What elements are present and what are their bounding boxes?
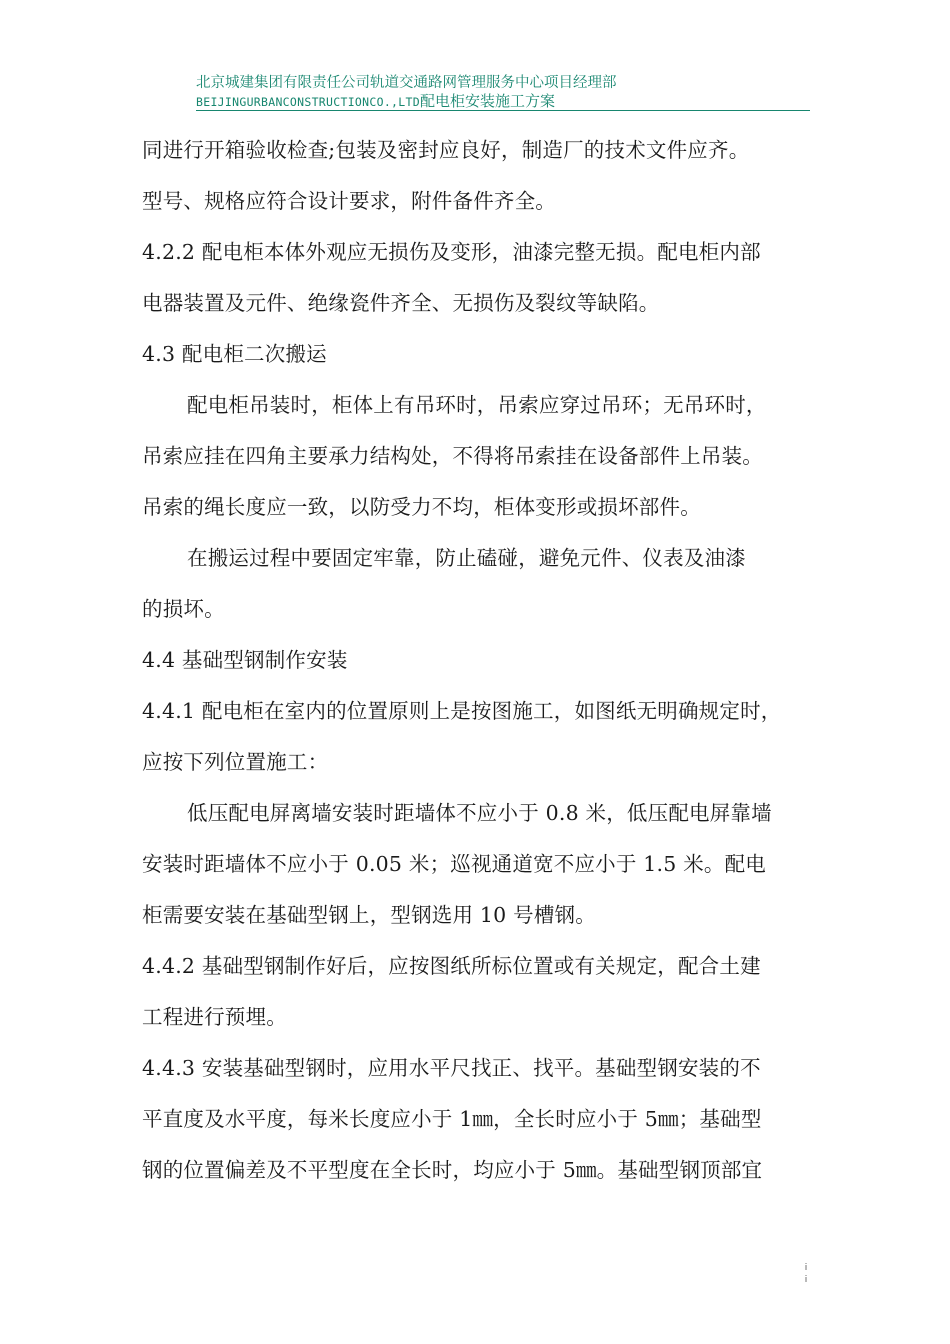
clause-4-4-3: 4.4.3 安装基础型钢时，应用水平尺找正、找平。基础型钢安装的不 (142, 1056, 761, 1080)
page-header (196, 74, 810, 112)
paragraph-line: 钢的位置偏差及不平型度在全长时，均应小于 5㎜。基础型钢顶部宜 (142, 1158, 763, 1182)
paragraph-line: 应按下列位置施工： (142, 750, 329, 774)
section-heading-4-4: 4.4 基础型钢制作安装 (142, 648, 348, 672)
header-title-row (196, 92, 810, 112)
paragraph-line: 吊索应挂在四角主要承力结构处，不得将吊索挂在设备部件上吊装。 (142, 444, 763, 468)
header-organization-cn: 北京城建集团有限责任公司轨道交通路网管理服务中心项目经理部 (196, 75, 617, 91)
clause-4-4-2: 4.4.2 基础型钢制作好后，应按图纸所标位置或有关规定，配合土建 (142, 954, 761, 978)
paragraph-line: 在搬运过程中要固定牢靠，防止磕碰，避免元件、仪表及油漆 (187, 546, 746, 570)
clause-4-4-1: 4.4.1 配电柜在室内的位置原则上是按图施工，如图纸无明确规定时， (142, 699, 782, 723)
header-document-title: 配电柜安装施工方案 (419, 92, 555, 110)
paragraph-line: 低压配电屏离墙安装时距墙体不应小于 0.8 米，低压配电屏靠墙 (187, 801, 772, 825)
paragraph-line: 同进行开箱验收检查;包装及密封应良好，制造厂的技术文件应齐。 (142, 138, 750, 162)
paragraph-line: 安装时距墙体不应小于 0.05 米；巡视通道宽不应小于 1.5 米。配电 (142, 852, 767, 876)
header-organization-en: BEIJINGURBANCONSTRUCTIONCO.,LTD (196, 95, 420, 109)
clause-4-2-2: 4.2.2 配电柜本体外观应无损伤及变形，油漆完整无损。配电柜内部 (142, 240, 761, 264)
document-body (142, 128, 812, 1199)
paragraph-line: 吊索的绳长度应一致，以防受力不均，柜体变形或损坏部件。 (142, 495, 701, 519)
page-number: i i (804, 1263, 808, 1285)
header-rule (196, 110, 810, 111)
paragraph-line: 柜需要安装在基础型钢上，型钢选用 10 号槽钢。 (142, 903, 596, 927)
paragraph-line: 电器装置及元件、绝缘瓷件齐全、无损伤及裂纹等缺陷。 (142, 291, 660, 315)
paragraph-line: 平直度及水平度，每米长度应小于 1㎜，全长时应小于 5㎜；基础型 (142, 1107, 762, 1131)
paragraph-line: 型号、规格应符合设计要求，附件备件齐全。 (142, 189, 556, 213)
paragraph-line: 的损坏。 (142, 597, 225, 621)
paragraph-line: 工程进行预埋。 (142, 1005, 287, 1029)
section-heading-4-3: 4.3 配电柜二次搬运 (142, 342, 327, 366)
paragraph-line: 配电柜吊装时，柜体上有吊环时，吊索应穿过吊环；无吊环时， (187, 393, 767, 417)
